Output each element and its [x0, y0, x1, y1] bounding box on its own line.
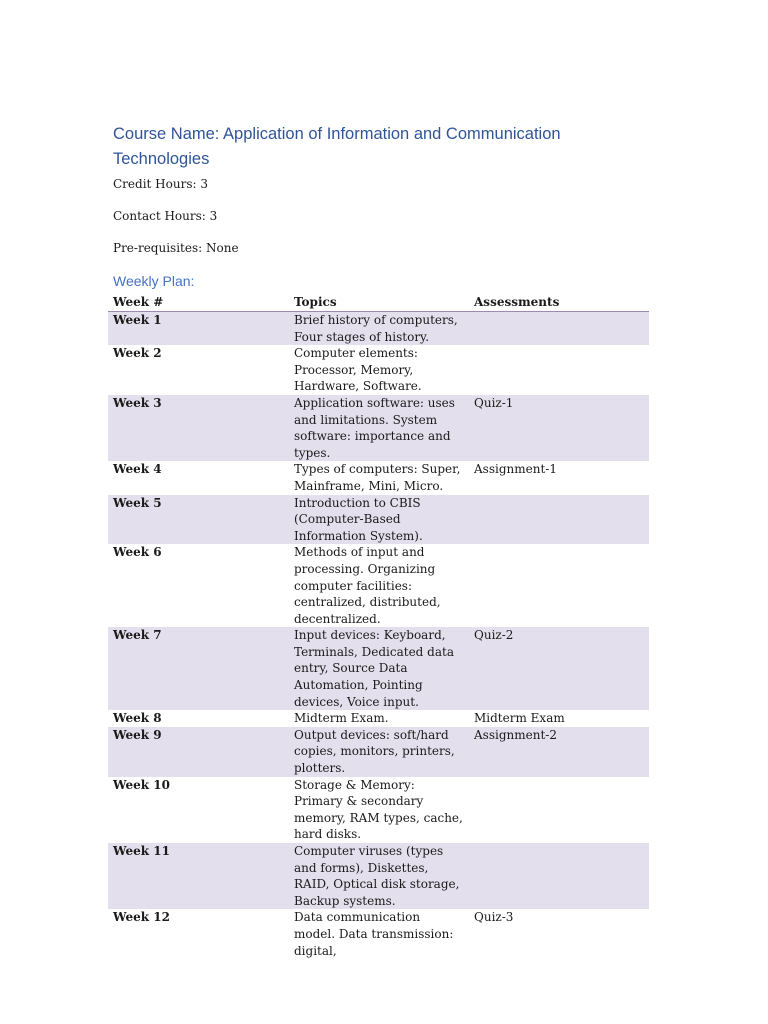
credit-hours: Credit Hours: 3 [113, 177, 208, 191]
assessment-cell [469, 544, 649, 627]
column-header-assessments: Assessments [469, 294, 649, 312]
topics-cell: Introduction to CBIS (Computer-Based Information System). [289, 495, 469, 545]
table-row [108, 777, 649, 843]
week-cell: Week 3 [108, 395, 289, 461]
topics-cell: Computer elements: Processor, Memory, Hardware, Software. [294, 346, 422, 394]
table-row [108, 395, 649, 461]
week-cell: Week 11 [108, 843, 289, 909]
assessment-cell: Assignment-1 [474, 462, 557, 477]
assessment-cell: Assignment-2 [469, 727, 649, 777]
week-cell: Week 9 [108, 727, 289, 777]
table-row [108, 710, 649, 727]
assessment-cell [469, 312, 649, 346]
table-row [108, 461, 649, 494]
week-cell: Week 6 [113, 545, 162, 560]
table-header-row [108, 294, 649, 312]
topics-cell: Methods of input and processing. Organizing computer facilities: centralized, distributed, decentralized. [294, 545, 441, 626]
table-row [108, 843, 649, 909]
table-row [108, 495, 649, 545]
assessment-cell: Quiz-3 [474, 910, 514, 925]
weekly-plan-heading: Weekly Plan: [113, 273, 195, 289]
week-cell: Week 5 [108, 495, 289, 545]
topics-cell: Brief history of computers, Four stages of history. [289, 312, 469, 346]
assessment-cell [469, 345, 649, 395]
prerequisites: Pre-requisites: None [113, 241, 239, 255]
weekly-plan-table [108, 294, 649, 959]
week-cell: Week 12 [113, 910, 170, 925]
table-row [108, 909, 649, 959]
assessment-cell [469, 495, 649, 545]
column-header-topics: Topics [289, 294, 469, 312]
topics-cell: Computer viruses (types and forms), Diskettes, RAID, Optical disk storage, Backup systems. [289, 843, 469, 909]
table-row [108, 312, 649, 346]
column-header-week: Week # [108, 294, 289, 312]
table-row [108, 544, 649, 627]
table-row [108, 727, 649, 777]
topics-cell: Application software: uses and limitations. System software: importance and types. [289, 395, 469, 461]
course-title: Course Name: Application of Information and Communication Technologies [113, 125, 561, 168]
table-row [108, 627, 649, 710]
topics-cell: Input devices: Keyboard, Terminals, Dedicated data entry, Source Data Automation, Pointing devices, Voice input. [289, 627, 469, 710]
week-cell: Week 2 [113, 346, 162, 361]
week-cell: Week 8 [113, 711, 162, 726]
assessment-cell: Quiz-2 [469, 627, 649, 710]
topics-cell: Storage & Memory: Primary & secondary memory, RAM types, cache, hard disks. [294, 777, 463, 842]
week-cell: Week 7 [108, 627, 289, 710]
topics-cell: Midterm Exam. [294, 711, 389, 726]
assessment-cell [469, 777, 649, 843]
week-cell: Week 4 [113, 462, 162, 477]
assessment-cell [469, 843, 649, 909]
topics-cell: Data communication model. Data transmission: digital, [294, 910, 454, 958]
contact-hours: Contact Hours: 3 [113, 209, 218, 223]
week-cell: Week 1 [108, 312, 289, 346]
topics-cell: Output devices: soft/hard copies, monitors, printers, plotters. [289, 727, 469, 777]
assessment-cell: Midterm Exam [474, 711, 565, 726]
table-row [108, 345, 649, 395]
assessment-cell: Quiz-1 [469, 395, 649, 461]
topics-cell: Types of computers: Super, Mainframe, Mini, Micro. [294, 462, 461, 493]
week-cell: Week 10 [113, 777, 170, 792]
